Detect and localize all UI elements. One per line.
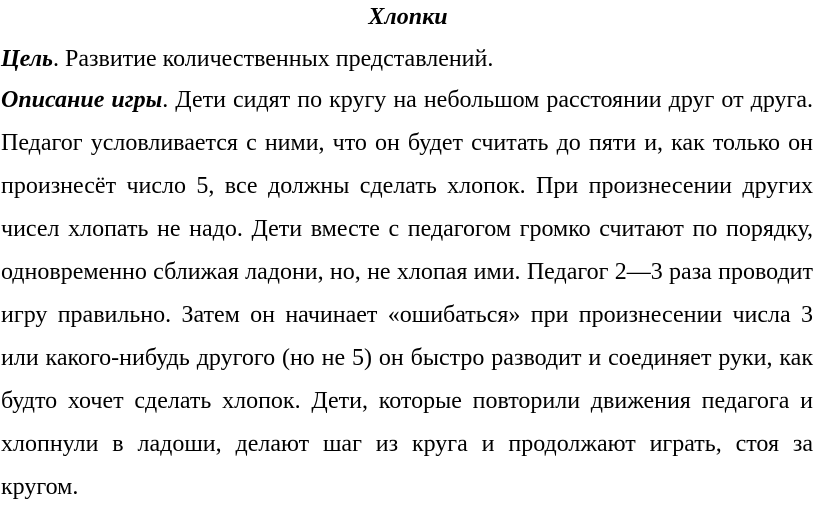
description-line: хлопнули в ладоши, делают шаг из круга и продолжают играть, стоя за <box>1 431 813 457</box>
description-first-line-text: . Дети сидят по кругу на небольшом расстоянии друг от друга. <box>162 87 813 113</box>
description-line: произнесёт число 5, все должны сделать хлопок. При произнесении других <box>1 173 813 199</box>
goal-paragraph <box>1 39 813 79</box>
game-description <box>1 79 813 509</box>
description-line: Педагог условливается с ними, что он будет считать до пяти и, как только он <box>1 130 813 156</box>
description-line: кругом. <box>1 474 79 500</box>
description-line: одновременно сближая ладони, но, не хлопая ими. Педагог 2—3 раза проводит <box>1 259 813 285</box>
description-line <box>1 79 813 122</box>
description-line: будто хочет сделать хлопок. Дети, которые повторили движения педагога и <box>1 388 813 414</box>
goal-label: Цель <box>1 46 54 72</box>
goal-text: . Развитие количественных представлений. <box>53 46 494 72</box>
description-line: игру правильно. Затем он начинает «ошибаться» при произнесении числа 3 <box>1 302 813 328</box>
description-line: или какого-нибудь другого (но не 5) он быстро разводит и соединяет руки, как <box>1 345 813 371</box>
document-title: Хлопки <box>368 4 448 30</box>
description-line: чисел хлопать не надо. Дети вместе с педагогом громко считают по порядку, <box>1 216 813 242</box>
description-label: Описание игры <box>1 87 163 113</box>
